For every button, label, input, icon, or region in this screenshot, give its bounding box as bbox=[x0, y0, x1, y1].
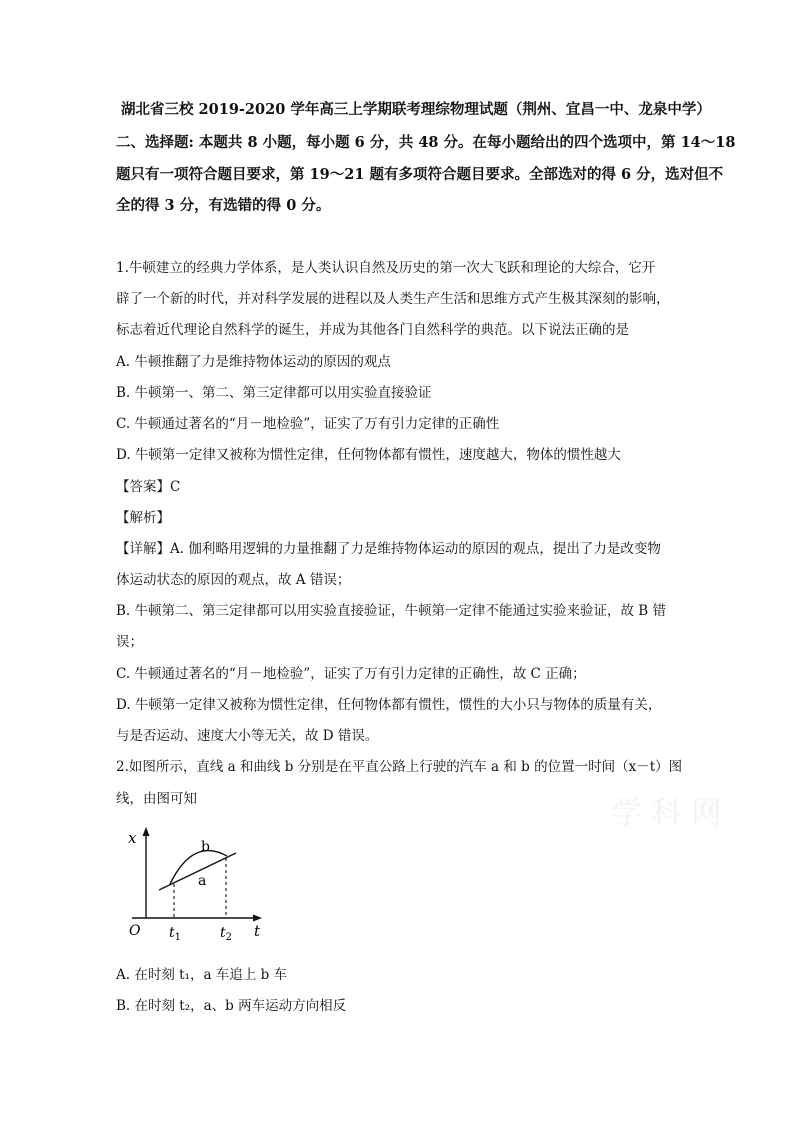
page-title: 湖北省三校 2019-2020 学年高三上学期联考理综物理试题（荆州、宜昌一中、龙泉中学） bbox=[121, 101, 711, 118]
q1-option-b: B. 牛顿第一、第二、第三定律都可以用实验直接验证 bbox=[116, 385, 432, 401]
origin-label: O bbox=[129, 923, 141, 939]
q2-option-a: A. 在时刻 t₁，a 车追上 b 车 bbox=[116, 967, 288, 983]
t1-label: $t_1$ bbox=[169, 925, 182, 943]
q1-answer: 【答案】C bbox=[116, 479, 181, 495]
x-axis-arrow-icon bbox=[253, 915, 262, 922]
q1-stem-line-2: 辟了一个新的时代，并对科学发展的进程以及人类生产生活和思维方式产生极其深刻的影响， bbox=[116, 291, 670, 307]
q1-detail-line-7: 与是否运动、速度大小等无关，故 D 错误。 bbox=[116, 728, 379, 744]
q1-detail-line-3: B. 牛顿第二、第三定律都可以用实验直接验证，牛顿第一定律不能通过实验来验证，故 B 错 bbox=[116, 603, 667, 619]
q1-detail-line-6: D. 牛顿第一定律又被称为惯性定律，任何物体都有惯性，惯性的大小只与物体的质量有关， bbox=[116, 697, 662, 713]
q1-stem-line-1: 1.牛顿建立的经典力学体系，是人类认识自然及历史的第一次大飞跃和理论的大综合，它开 bbox=[116, 260, 656, 276]
section-instructions-line-1: 二、选择题: 本题共 8 小题，每小题 6 分，共 48 分。在每小题给出的四个选项中，第 14～18 bbox=[116, 134, 736, 151]
y-axis-arrow-icon bbox=[143, 827, 150, 836]
q1-option-a: A. 牛顿推翻了力是维持物体运动的原因的观点 bbox=[116, 354, 391, 370]
q2-stem-line-1: 2.如图所示，直线 a 和曲线 b 分别是在平直公路上行驶的汽车 a 和 b 的位置一时间（x－t）图 bbox=[116, 759, 683, 775]
section-instructions-line-3: 全的得 3 分，有选错的得 0 分。 bbox=[116, 197, 331, 214]
section-instructions-line-2: 题只有一项符合题目要求，第 19～21 题有多项符合题目要求。全部选对的得 6 分，选对但不 bbox=[116, 166, 724, 183]
q1-detail-line-2: 体运动状态的原因的观点，故 A 错误； bbox=[116, 572, 351, 588]
q1-detail-line-1: 【详解】A. 伽利略用逻辑的力量推翻了力是维持物体运动的原因的观点，提出了力是改变物 bbox=[116, 541, 661, 557]
watermark: 学 科 网 bbox=[612, 796, 722, 831]
q1-option-d: D. 牛顿第一定律又被称为惯性定律，任何物体都有惯性，速度越大，物体的惯性越大 bbox=[116, 447, 621, 463]
position-time-graph bbox=[118, 823, 268, 943]
x-axis-label: t bbox=[254, 922, 261, 940]
line-a-label: a bbox=[198, 873, 207, 889]
q1-analysis-heading: 【解析】 bbox=[116, 510, 170, 526]
t2-label: $t_2$ bbox=[220, 925, 233, 943]
q1-option-c: C. 牛顿通过著名的“月－地检验”，证实了万有引力定律的正确性 bbox=[116, 416, 500, 432]
q2-stem-line-2: 线，由图可知 bbox=[116, 791, 197, 807]
q2-option-b: B. 在时刻 t₂，a、b 两车运动方向相反 bbox=[116, 998, 347, 1014]
q1-detail-line-5: C. 牛顿通过著名的“月－地检验”，证实了万有引力定律的正确性，故 C 正确； bbox=[116, 666, 586, 682]
y-axis-label: x bbox=[128, 829, 137, 847]
curve-b-label: b bbox=[201, 839, 210, 855]
q1-detail-line-4: 误； bbox=[116, 634, 143, 650]
q1-stem-line-3: 标志着近代理论自然科学的诞生，并成为其他各门自然科学的典范。以下说法正确的是 bbox=[116, 322, 629, 338]
